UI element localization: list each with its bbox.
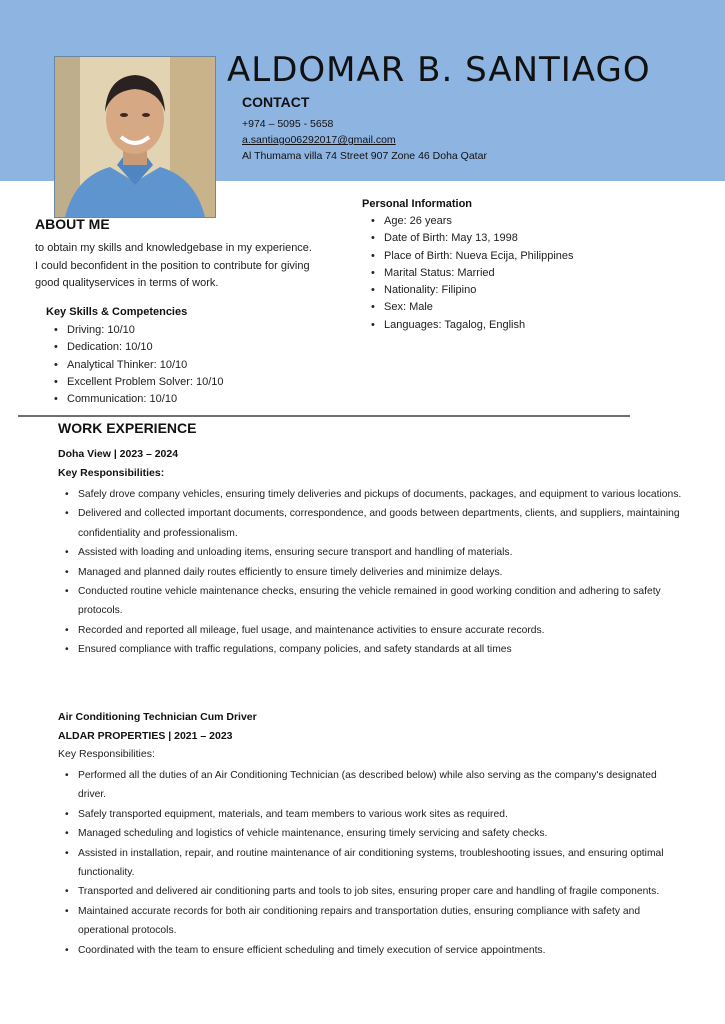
personal-info-item: • Nationality: Filipino xyxy=(370,282,574,299)
job2-responsibilities-label: Key Responsibilities: xyxy=(58,748,155,760)
responsibility-item: • Maintained accurate records for both air conditioning repairs and transportation duties, ensuring compliance with safety and operational protocols. xyxy=(64,902,684,941)
responsibility-item: • Assisted in installation, repair, and routine maintenance of air conditioning systems, troubleshooting issues, and ensuring optimal functionality. xyxy=(64,844,684,883)
about-line: to obtain my skills and knowledgebase in my experience. xyxy=(35,242,312,254)
responsibility-item: • Managed and planned daily routes efficiently to ensure timely deliveries and minimize delays. xyxy=(64,563,684,582)
personal-info-list xyxy=(370,213,574,334)
skills-heading: Key Skills & Competencies xyxy=(46,306,188,318)
personal-info-item: • Marital Status: Married xyxy=(370,265,574,282)
email-link[interactable]: a.santiago06292017@gmail.com xyxy=(242,134,396,146)
skill-item: • Analytical Thinker: 10/10 xyxy=(53,357,224,374)
candidate-name: ALDOMAR B. SANTIAGO xyxy=(227,50,651,90)
personal-info-item: • Date of Birth: May 13, 1998 xyxy=(370,230,574,247)
section-divider xyxy=(18,415,630,417)
responsibility-item: • Coordinated with the team to ensure efficient scheduling and timely execution of service appointments. xyxy=(64,941,684,960)
responsibility-item: • Ensured compliance with traffic regulations, company policies, and safety standards at all times xyxy=(64,640,684,659)
personal-info-item: • Age: 26 years xyxy=(370,213,574,230)
personal-info-item: • Sex: Male xyxy=(370,299,574,316)
job2-company: ALDAR PROPERTIES | 2021 – 2023 xyxy=(58,730,233,742)
responsibility-item: • Conducted routine vehicle maintenance checks, ensuring the vehicle remained in good working condition and adhering to safety protocols. xyxy=(64,582,684,621)
about-heading: ABOUT ME xyxy=(35,216,110,232)
contact-heading: CONTACT xyxy=(242,94,310,110)
job2-title: Air Conditioning Technician Cum Driver xyxy=(58,711,257,723)
address: Al Thumama villa 74 Street 907 Zone 46 Doha Qatar xyxy=(242,150,487,162)
responsibility-item: • Safely transported equipment, materials, and team members to various work sites as required. xyxy=(64,805,684,824)
job1-responsibilities xyxy=(64,485,684,660)
skill-item: • Communication: 10/10 xyxy=(53,391,224,408)
phone-number: +974 – 5095 - 5658 xyxy=(242,118,334,130)
responsibility-item: • Assisted with loading and unloading items, ensuring secure transport and handling of materials. xyxy=(64,543,684,562)
responsibility-item: • Managed scheduling and logistics of vehicle maintenance, ensuring timely servicing and safety checks. xyxy=(64,824,684,843)
responsibility-item: • Safely drove company vehicles, ensuring timely deliveries and pickups of documents, packages, and equipment to various locations. xyxy=(64,485,684,504)
about-line: good qualityservices in terms of work. xyxy=(35,277,219,289)
job1-company: Doha View | 2023 – 2024 xyxy=(58,448,179,460)
skill-item: • Driving: 10/10 xyxy=(53,322,224,339)
responsibility-item: • Delivered and collected important documents, correspondence, and goods between departments, clients, and suppliers, maintaining confidentiality and professionalism. xyxy=(64,504,684,543)
skills-list xyxy=(53,322,224,408)
job2-responsibilities xyxy=(64,766,684,960)
job1-responsibilities-label: Key Responsibilities: xyxy=(58,467,165,479)
personal-info-item: • Place of Birth: Nueva Ecija, Philippines xyxy=(370,248,574,265)
about-line: I could beconfident in the position to contribute for giving xyxy=(35,259,310,272)
profile-photo xyxy=(54,56,216,218)
responsibility-item: • Transported and delivered air conditioning parts and tools to job sites, ensuring proper care and handling of fragile components. xyxy=(64,882,684,901)
responsibility-item: • Recorded and reported all mileage, fuel usage, and maintenance activities to ensure accurate records. xyxy=(64,621,684,640)
skill-item: • Excellent Problem Solver: 10/10 xyxy=(53,374,224,391)
personal-info-item: • Languages: Tagalog, English xyxy=(370,317,574,334)
work-experience-heading: WORK EXPERIENCE xyxy=(58,420,197,436)
about-text xyxy=(35,240,335,293)
responsibility-item: • Performed all the duties of an Air Conditioning Technician (as described below) while also serving as the company's designated driver. xyxy=(64,766,684,805)
personal-info-heading: Personal Information xyxy=(362,198,473,210)
skill-item: • Dedication: 10/10 xyxy=(53,339,224,356)
